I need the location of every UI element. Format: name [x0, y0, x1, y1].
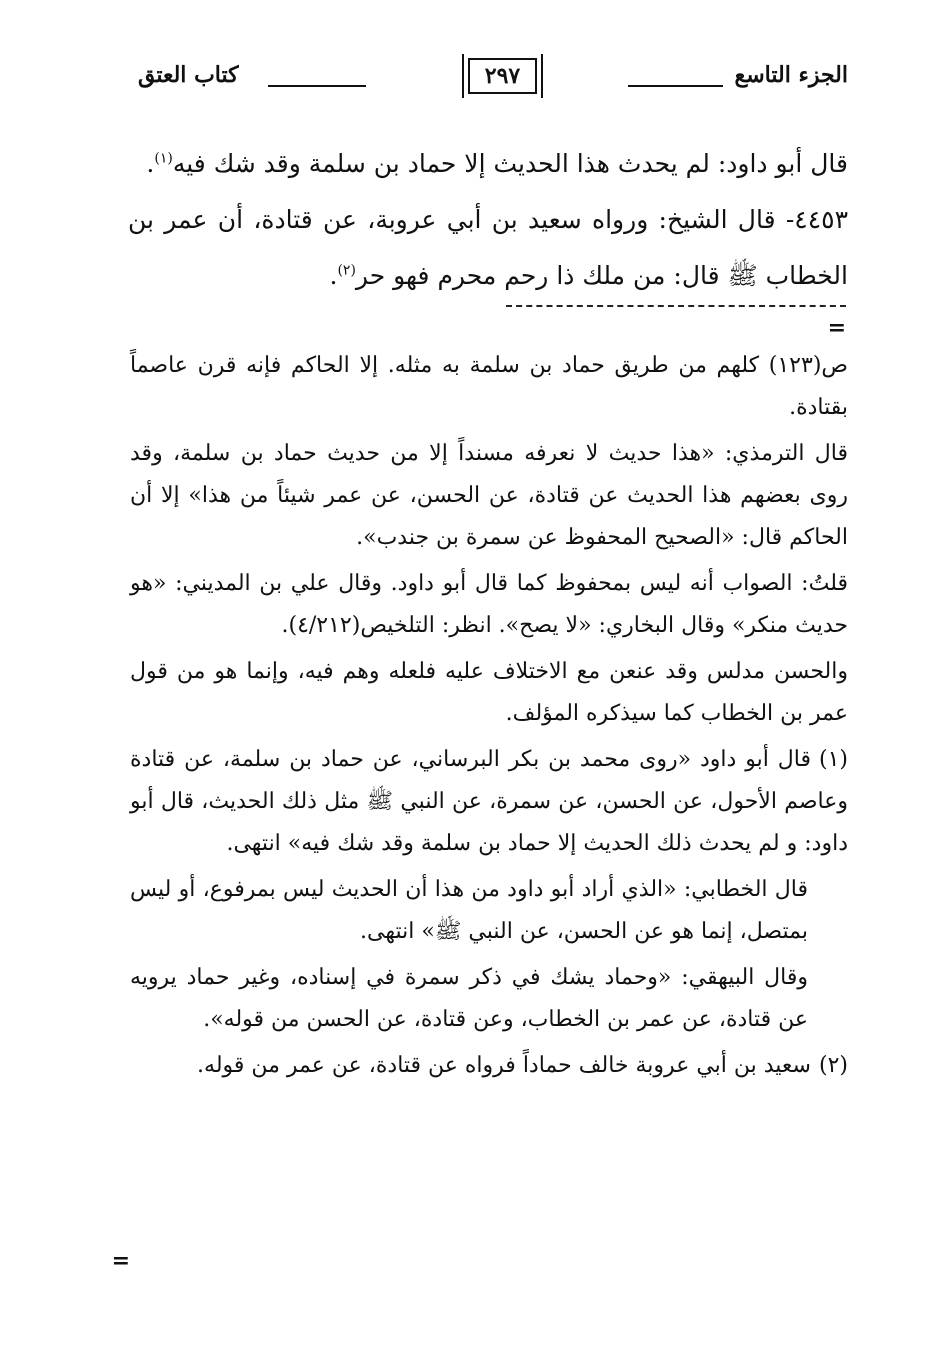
footnote-1 [130, 739, 848, 865]
main-paragraph-text: قال أبو داود: لم يحدث هذا الحديث إلا حماد بن سلمة وقد شك فيه [172, 149, 848, 178]
footnote-text: سعيد بن أبي عروبة خالف حماداً فرواه عن قتادة، عن عمر من قوله. [197, 1053, 811, 1078]
page-header [128, 52, 848, 112]
footnote-ref[interactable]: (١) [154, 150, 173, 167]
main-paragraph: قال أبو داود: لم يحدث هذا الحديث إلا حماد بن سلمة وقد شك فيه$^{(١)}$. [146, 149, 848, 178]
header-rule-left [268, 85, 366, 87]
footnote-text: قال أبو داود «روى محمد بن بكر البرساني، عن حماد بن سلمة، عن قتادة وعاصم الأحول، عن الحسن، عن سمرة، عن النبي ﷺ مثل ذلك الحديث، قال أبو داود: و لم يحدث ذلك الحديث إلا حماد بن سلمة وقد شك فيه» انتهى. [130, 747, 848, 856]
footnote-number: (١) [818, 747, 848, 772]
hadith-paragraph: ٤٤٥٣- قال الشيخ: ورواه سعيد بن أبي عروبة، عن قتادة، أن عمر بن الخطاب ﷺ قال: من ملك ذا رحم محرم فهو حر$^{(٢)}$. [128, 205, 848, 290]
running-head-book: كتاب العتق [138, 62, 239, 88]
running-head-volume: الجزء التاسع [734, 62, 848, 88]
continuation-mark: = [827, 315, 846, 341]
footnote-number: (٢) [818, 1053, 848, 1078]
footnote-2 [130, 1045, 848, 1087]
footnotes [130, 345, 848, 1091]
header-rule-right [628, 85, 723, 87]
footnote-continuation: والحسن مدلس وقد عنعن مع الاختلاف عليه فلعله وهم فيه، وإنما هو من قول عمر بن الخطاب كما سيذكره المؤلف. [130, 659, 848, 726]
footnote-continuation: قال الترمذي: «هذا حديث لا نعرفه مسنداً إلا من حديث حماد بن سلمة، وقد روى بعضهم هذا الحديث عن قتادة، عن الحسن، عن عمر شيئاً من هذا» إلا أن الحاكم قال: «الصحيح المحفوظ عن سمرة بن جندب». [130, 441, 848, 550]
footnote-ref[interactable]: (٢) [337, 262, 356, 279]
footnote-separator [506, 305, 846, 307]
footnote-1-paragraph: قال الخطابي: «الذي أراد أبو داود من هذا أن الحديث ليس بمرفوع، أو ليس بمتصل، إنما هو عن الحسن، عن النبي ﷺ» انتهى. [130, 877, 808, 944]
footnote-1-paragraph: وقال البيهقي: «وحماد يشك في ذكر سمرة في إسناده، وغير حماد يرويه عن قتادة، عن عمر بن الخطاب، وعن قتادة، عن الحسن من قوله». [130, 965, 808, 1032]
hadith-text: ٤٤٥٣- قال الشيخ: ورواه سعيد بن أبي عروبة، عن قتادة، أن عمر بن الخطاب ﷺ قال: من ملك ذا رحم محرم فهو حر [128, 205, 848, 290]
continuation-mark: = [111, 1248, 130, 1274]
main-text [128, 136, 848, 304]
footnote-continuation: ص(١٢٣) كلهم من طريق حماد بن سلمة به مثله. إلا الحاكم فإنه قرن عاصماً بقتادة. [130, 353, 848, 420]
footnote-continuation: قلتُ: الصواب أنه ليس بمحفوظ كما قال أبو داود. وقال علي بن المديني: «هو حديث منكر» وقال البخاري: «لا يصح». انظر: التلخيص(٤/٢١٢). [130, 571, 848, 638]
page-number: ٢٩٧ [468, 58, 537, 94]
